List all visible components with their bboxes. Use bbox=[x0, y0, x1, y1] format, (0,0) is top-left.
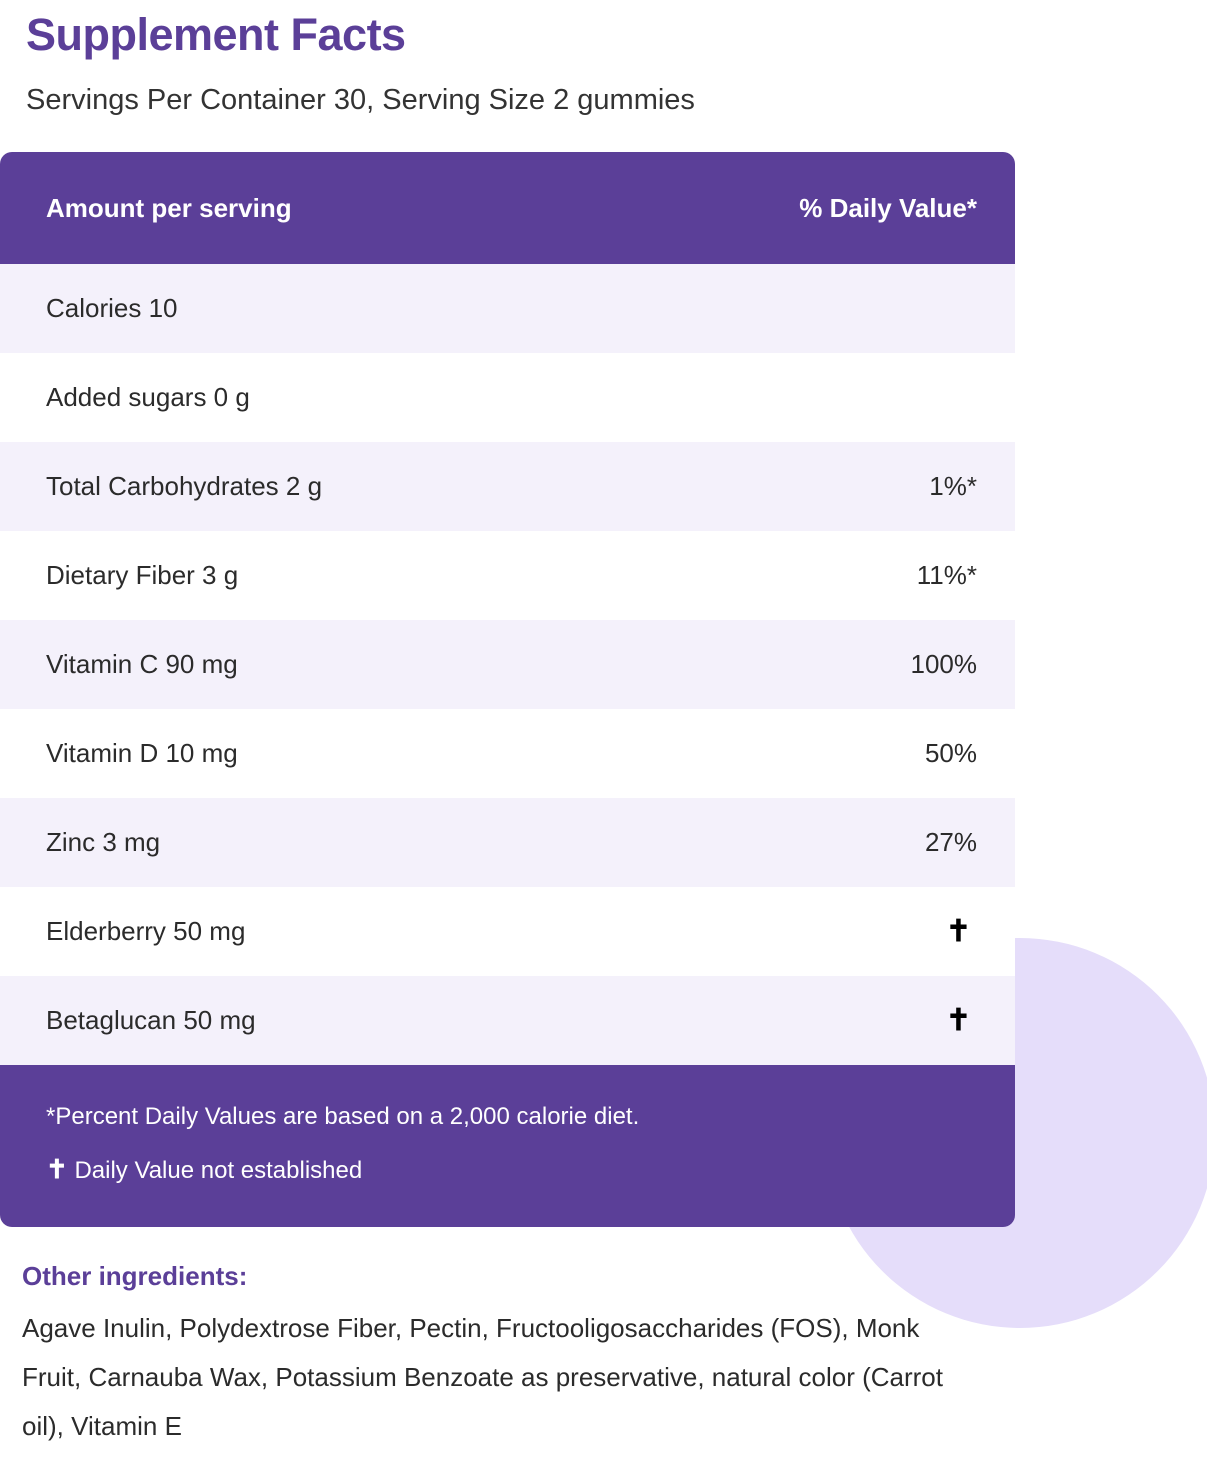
dagger-icon: ✝ bbox=[46, 1154, 68, 1184]
footnote-percent-daily-value: *Percent Daily Values are based on a 2,000 calorie diet. bbox=[46, 1103, 640, 1130]
nutrient-value: 11%* bbox=[916, 560, 977, 590]
table-header-row bbox=[0, 152, 1015, 264]
table-row bbox=[0, 709, 1015, 798]
table-row bbox=[0, 264, 1015, 353]
other-ingredients-title: Other ingredients: bbox=[22, 1261, 248, 1291]
page-title: Supplement Facts bbox=[26, 9, 406, 60]
table-row bbox=[0, 798, 1015, 887]
table-row bbox=[0, 531, 1015, 620]
dagger-icon: ✝ bbox=[945, 915, 971, 948]
table-footnotes bbox=[0, 1065, 1015, 1227]
nutrient-label: Betaglucan 50 mg bbox=[46, 1005, 256, 1035]
nutrient-label: Zinc 3 mg bbox=[46, 827, 161, 857]
other-ingredients-text: Agave Inulin, Polydextrose Fiber, Pectin, Fructooligosaccharides (FOS), Monk Fruit, Carnauba Wax, Potassium Benzoate as preservative, natural color (Carrot oil), Vitamin E bbox=[22, 1313, 943, 1441]
column-header-amount: Amount per serving bbox=[46, 192, 292, 223]
servings-info: Servings Per Container 30, Serving Size 2 gummies bbox=[26, 84, 695, 116]
column-header-daily-value: % Daily Value* bbox=[799, 192, 977, 223]
table-row bbox=[0, 620, 1015, 709]
nutrient-label: Added sugars 0 g bbox=[46, 382, 250, 412]
nutrient-value: 100% bbox=[910, 649, 977, 679]
nutrient-label: Elderberry 50 mg bbox=[46, 916, 246, 946]
nutrient-label: Vitamin C 90 mg bbox=[46, 649, 238, 679]
nutrient-label: Dietary Fiber 3 g bbox=[46, 560, 239, 590]
table-row bbox=[0, 976, 1015, 1065]
other-ingredients-section bbox=[0, 1227, 1207, 1451]
nutrient-label: Vitamin D 10 mg bbox=[46, 738, 238, 768]
supplement-facts-table bbox=[0, 152, 1015, 1227]
footnote-dagger bbox=[46, 1143, 977, 1197]
table-row bbox=[0, 887, 1015, 976]
nutrient-label: Calories 10 bbox=[46, 293, 178, 323]
nutrient-value: 50% bbox=[924, 738, 977, 768]
nutrient-label: Total Carbohydrates 2 g bbox=[46, 471, 323, 501]
dagger-icon: ✝ bbox=[945, 1004, 971, 1037]
table-row bbox=[0, 353, 1015, 442]
footnote-dagger-text: Daily Value not established bbox=[67, 1157, 363, 1184]
nutrient-value: 27% bbox=[924, 827, 977, 857]
table-row bbox=[0, 442, 1015, 531]
nutrient-value: 1%* bbox=[929, 471, 977, 501]
